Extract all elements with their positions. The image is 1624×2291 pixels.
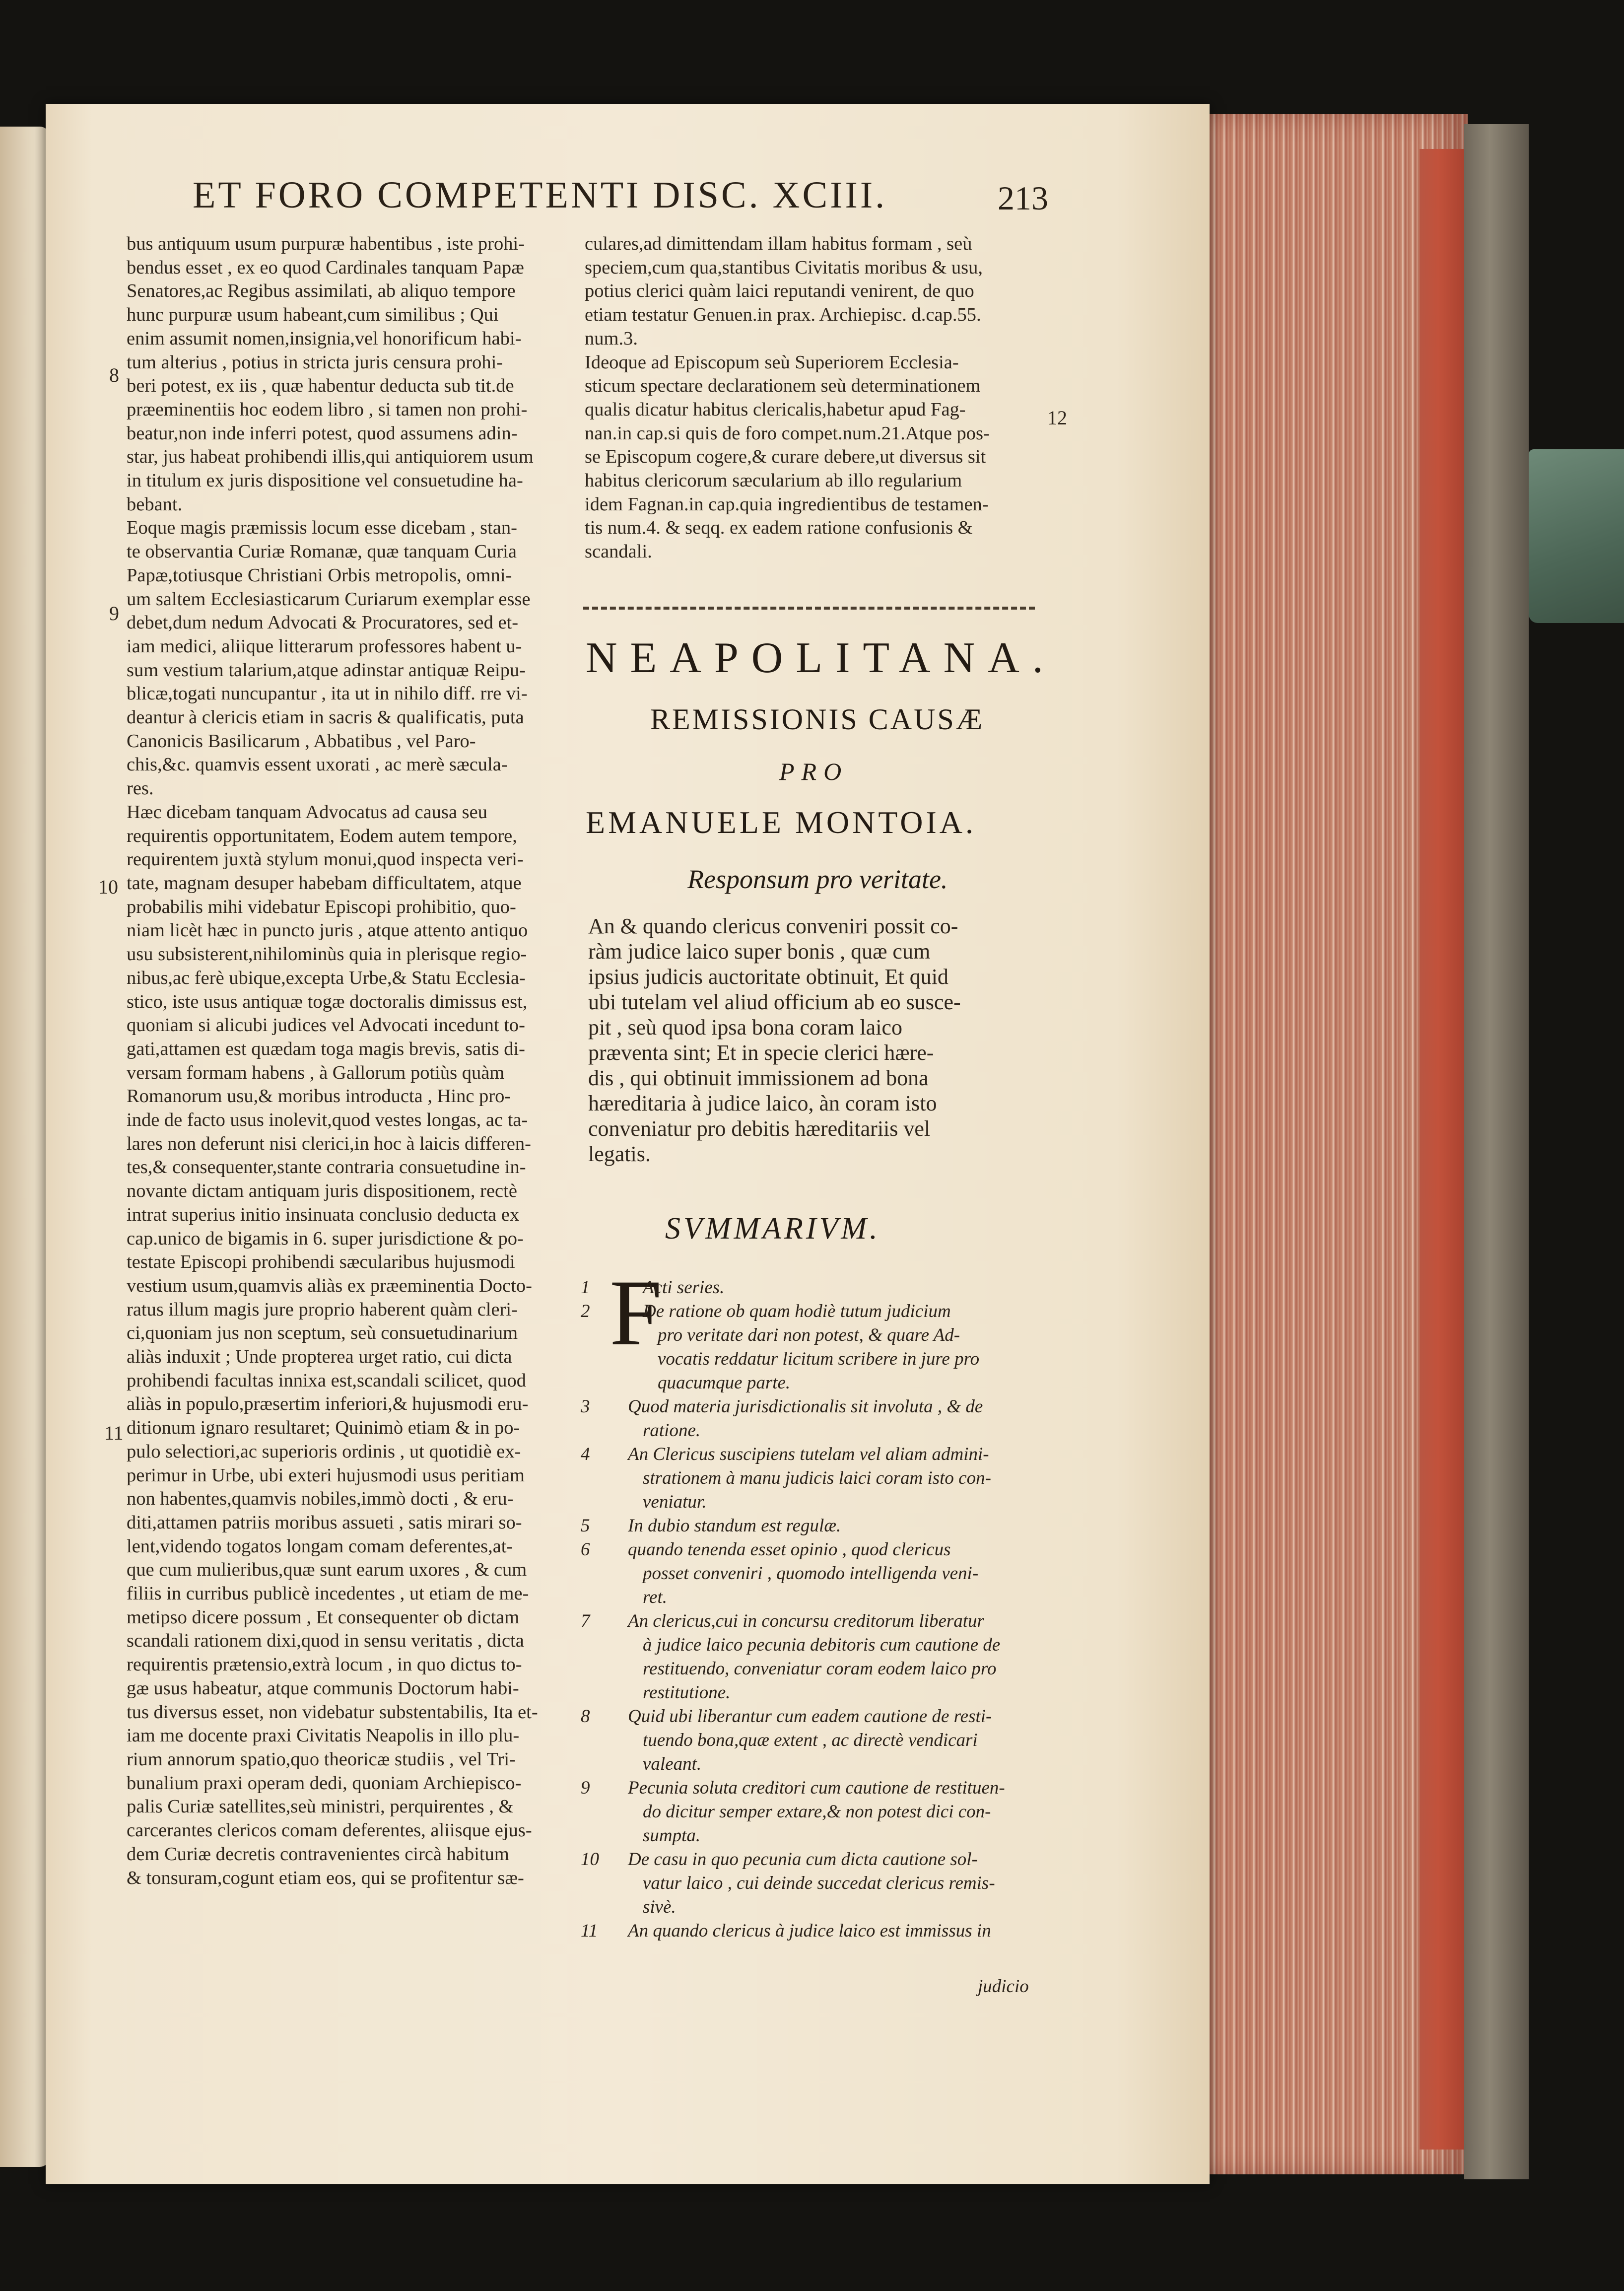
text-line: tate, magnam desuper habebam difficultatem, atque <box>127 872 522 894</box>
summarium-item-line: ratione. <box>643 1420 701 1441</box>
text-line: qualis dicatur habitus clericalis,habetur apud Fag- <box>585 399 966 420</box>
summarium-item <box>581 1395 1037 1443</box>
text-line: ratus illum magis jure proprio haberent quàm cleri- <box>127 1299 518 1320</box>
text-line: inde de facto usus inolevit,quod vestes longas, ac ta- <box>127 1110 528 1131</box>
text-line: non habentes,quamvis nobiles,immò docti , & eru- <box>127 1488 514 1510</box>
text-line: beatur,non inde inferri potest, quod assumens adin- <box>127 422 518 444</box>
summarium-item-number: 9 <box>581 1778 590 1798</box>
text-line: testate Episcopi prohibendi sæcularibus hujusmodi <box>127 1251 515 1273</box>
text-line: habitus clericorum sæcularium ab illo regularium <box>585 470 962 491</box>
text-line: culares,ad dimittendam illam habitus formam , seù <box>585 233 972 254</box>
question-line: hæreditaria à judice laico, àn coram isto <box>588 1091 937 1115</box>
summarium-item-line: Quod materia jurisdictionalis sit involuta , & de <box>628 1396 983 1417</box>
summarium-item-line: ret. <box>643 1587 667 1607</box>
text-line: Ideoque ad Episcopum seù Superiorem Ecclesia- <box>585 351 959 373</box>
text-line: cap.unico de bigamis in 6. super jurisdictione & po- <box>127 1228 524 1249</box>
margin-number-11: 11 <box>104 1422 124 1444</box>
running-title: ET FORO COMPETENTI DISC. XCIII. <box>193 174 887 216</box>
text-line: aliàs in populo,præsertim inferiori,& hujusmodi eru- <box>127 1393 529 1415</box>
summarium-list <box>581 1276 1037 1943</box>
book-cover-board <box>1464 124 1529 2179</box>
summarium-item-line: sumpta. <box>643 1825 701 1846</box>
text-line: debet,dum nedum Advocati & Procuratores, sed et- <box>127 612 519 633</box>
summarium-item <box>581 1514 1037 1538</box>
text-line: bunalium praxi operam dedi, quoniam Archiepisco- <box>127 1772 522 1794</box>
summarium-item-line: valeant. <box>643 1754 702 1774</box>
text-line: carcerantes clericos comam deferentes, aliisque ejus- <box>127 1820 532 1841</box>
case-party: EMANUELE MONTOIA. <box>586 805 976 840</box>
text-line: niam licèt hæc in puncto juris , atque attento antiquo <box>127 920 528 941</box>
summarium-item-line: quando tenenda esset opinio , quod clericus <box>628 1539 951 1560</box>
text-line: diti,attamen patriis moribus assueti , satis mirari so- <box>127 1512 522 1533</box>
text-line: beri potest, ex iis , quæ habentur deducta sub tit.de <box>127 375 514 397</box>
text-line: iam me docente praxi Civitatis Neapolis in illo plu- <box>127 1725 520 1746</box>
question-line: An & quando clericus conveniri possit co- <box>588 914 958 938</box>
text-line: se Episcopum cogere,& curare debere,ut diversus sit <box>585 446 986 468</box>
text-line: Romanorum usu,& moribus introducta , Hinc pro- <box>127 1086 511 1107</box>
text-line: deantur à clericis etiam in sacris & qualificatis, puta <box>127 707 524 728</box>
text-line: pulo selectiori,ac superioris ordinis , ut quotidiè ex- <box>127 1441 521 1462</box>
summarium-item-line: strationem à manu judicis laici coram isto con- <box>643 1468 991 1488</box>
text-line: prohibendi facultas innixa est,scandali scilicet, quod <box>127 1370 527 1391</box>
summarium-item <box>581 1609 1037 1705</box>
text-line: in titulum ex juris dispositione vel consuetudine ha- <box>127 470 523 491</box>
text-line: requirentis prætensio,extrà locum , in quo dictus to- <box>127 1654 522 1675</box>
text-line: & tonsuram,cogunt etiam eos, qui se profitentur sæ- <box>127 1867 524 1888</box>
text-line: um saltem Ecclesiasticarum Curiarum exemplar esse <box>127 588 531 610</box>
margin-number-8: 8 <box>109 364 119 386</box>
case-subject: REMISSIONIS CAUSÆ <box>650 703 985 736</box>
text-line: Senatores,ac Regibus assimilati, ab aliquo tempore <box>127 280 516 302</box>
summarium-item <box>581 1848 1037 1919</box>
summarium-item-line: An clericus,cui in concursu creditorum liberatur <box>628 1611 984 1631</box>
question-line: ubi tutelam vel aliud officium ab eo susce- <box>588 990 961 1014</box>
text-line: Eoque magis præmissis locum esse dicebam , stan- <box>127 517 517 539</box>
text-line: Canonicis Basilicarum , Abbatibus , vel Paro- <box>127 730 476 752</box>
summarium-item-line: In dubio standum est regulæ. <box>628 1516 841 1536</box>
summarium-item-number: 10 <box>581 1849 599 1870</box>
drop-cap-letter: F <box>609 1261 662 1365</box>
summarium-item <box>581 1276 1037 1300</box>
summarium-item-line: quacumque parte. <box>658 1373 791 1393</box>
text-line: que cum mulieribus,quæ sunt earum uxores , & cum <box>127 1559 527 1581</box>
catchword: judicio <box>978 1976 1029 1997</box>
text-line: intrat superius initio insinuata conclusio deducta ex <box>127 1204 520 1225</box>
text-line: vestium usum,quamvis aliàs ex præeminentia Docto- <box>127 1275 532 1296</box>
page-number: 213 <box>998 179 1048 217</box>
text-line: enim assumit nomen,insignia,vel honorificum habi- <box>127 328 522 349</box>
text-line: præeminentiis hoc eodem libro , si tamen non prohi- <box>127 399 528 420</box>
right-column-text <box>585 232 1036 564</box>
summarium-item-line: restitutione. <box>643 1682 731 1703</box>
text-line: chis,&c. quamvis essent uxorati , ac merè sæcula- <box>127 754 508 775</box>
summarium-item <box>581 1538 1037 1609</box>
summarium-item-line: An quando clericus à judice laico est immissus in <box>628 1921 991 1941</box>
text-line: palis Curiæ satellites,seù ministri, perquirentes , & <box>127 1796 514 1817</box>
text-line: Hæc dicebam tanquam Advocatus ad causa seu <box>127 801 487 823</box>
summarium-item-line: pro veritate dari non potest, & quare Ad- <box>658 1325 960 1345</box>
question-text <box>588 913 1037 1167</box>
case-place-title: NEAPOLITANA. <box>586 634 1056 682</box>
text-line: filiis in curribus publicè incedentes , ut etiam de me- <box>127 1583 529 1604</box>
question-line: ipsius judicis auctoritate obtinuit, Et quid <box>588 965 948 989</box>
responsum-heading: Responsum pro veritate. <box>687 864 948 894</box>
summarium-item-number: 1 <box>581 1277 590 1298</box>
text-line: etiam testatur Genuen.in prax. Archiepisc. d.cap.55. <box>585 304 981 326</box>
summarium-item-line: vocatis reddatur licitum scribere in jure pro <box>658 1349 980 1369</box>
text-line: bebant. <box>127 493 183 515</box>
summarium-item-line: De ratione ob quam hodiè tutum judicium <box>643 1301 951 1321</box>
question-line: dis , qui obtinuit immissionem ad bona <box>588 1066 929 1090</box>
question-line: pit , seù quod ipsa bona coram laico <box>588 1015 902 1040</box>
text-line: sum vestium talarium,atque adinstar antiquæ Reipu- <box>127 659 526 681</box>
text-line: dem Curiæ decretis contravenientes circà habitum <box>127 1843 509 1865</box>
text-line: versam formam habens , à Gallorum potiùs quàm <box>127 1062 505 1083</box>
summarium-item-number: 2 <box>581 1301 590 1321</box>
text-line: perimur in Urbe, ubi exteri hujusmodi usus peritiam <box>127 1464 525 1486</box>
summarium-item-number: 4 <box>581 1444 590 1464</box>
text-line: ditionum ignaro resultaret; Quinimò etiam & in po- <box>127 1417 520 1439</box>
summarium-item-line: veniatur. <box>643 1492 707 1512</box>
text-line: tes,& consequenter,stante contraria consuetudine in- <box>127 1157 526 1178</box>
text-line: gæ usus habeatur, atque communis Doctorum habi- <box>127 1677 519 1699</box>
text-line: nibus,ac ferè ubique,excepta Urbe,& Statu Ecclesia- <box>127 967 526 988</box>
text-line: requirentem juxtà stylum monui,quod inspecta veri- <box>127 849 524 870</box>
text-line: requirentis opportunitatem, Eodem autem tempore, <box>127 825 517 846</box>
text-line: rium annorum spatio,quo theoricæ studiis , vel Tri- <box>127 1749 516 1770</box>
question-line: præventa sint; Et in specie clerici hære- <box>588 1041 934 1065</box>
text-line: nan.in cap.si quis de foro compet.num.21.Atque pos- <box>585 422 990 444</box>
text-line: stico, iste usus antiquæ togæ doctoralis dimissus est, <box>127 991 528 1012</box>
summarium-item-line: An Clericus suscipiens tutelam vel aliam admini- <box>628 1444 989 1464</box>
summarium-item <box>581 1443 1037 1514</box>
text-line: aliàs induxit ; Unde propterea urget ratio, cui dicta <box>127 1346 512 1368</box>
text-line: num.3. <box>585 328 638 349</box>
summarium-item-number: 5 <box>581 1516 590 1536</box>
text-line: idem Fagnan.in cap.quia ingredientibus de testamen- <box>585 493 989 515</box>
left-column-text <box>127 232 563 1890</box>
summarium-item-number: 6 <box>581 1539 590 1560</box>
text-line: tis num.4. & seqq. ex eadem ratione confusionis & <box>585 517 973 539</box>
text-line: lent,videndo togatos longam comam deferentes,at- <box>127 1535 513 1557</box>
text-line: iam medici, aliique litterarum professores habent u- <box>127 635 522 657</box>
text-line: lares non deferunt nisi clerici,in hoc à laicis differen- <box>127 1133 531 1154</box>
text-line: metipso dicere possum , Et consequenter ob dictam <box>127 1606 520 1628</box>
text-line: potius clerici quàm laici reputandi venirent, de quo <box>585 280 974 302</box>
margin-number-10: 10 <box>98 876 118 898</box>
summarium-item-line: Acti series. <box>643 1277 725 1298</box>
summarium-item-line: posset conveniri , quomodo intelligenda veni- <box>643 1563 979 1584</box>
summarium-item <box>581 1776 1037 1848</box>
text-line: tus diversus esset, non videbatur substentabilis, Ita et- <box>127 1701 538 1723</box>
summarium-item-line: De casu in quo pecunia cum dicta cautione sol- <box>628 1849 978 1870</box>
text-line: speciem,cum qua,stantibus Civitatis moribus & usu, <box>585 257 983 278</box>
text-line: bendus esset , ex eo quod Cardinales tanquam Papæ <box>127 257 524 278</box>
summarium-item-line: sivè. <box>643 1897 676 1917</box>
text-line: ci,quoniam jus non sceptum, seù consuetudinarium <box>127 1322 518 1344</box>
summarium-item-number: 11 <box>581 1921 598 1941</box>
question-line: conveniatur pro debitis hæreditariis vel <box>588 1116 931 1141</box>
summarium-item <box>581 1919 1037 1943</box>
text-line: quoniam si alicubi judices vel Advocati incedunt to- <box>127 1015 525 1036</box>
text-line: sticum spectare declarationem seù determinationem <box>585 375 981 397</box>
text-line: res. <box>127 778 154 799</box>
summarium-item <box>581 1705 1037 1776</box>
text-line: scandali rationem dixi,quod in sensu veritatis , dicta <box>127 1630 524 1652</box>
text-line: tum alterius , potius in stricta juris censura prohi- <box>127 351 503 373</box>
summarium-item-line: restituendo, conveniatur coram eodem laico pro <box>643 1659 997 1679</box>
left-page-edge <box>0 127 50 2167</box>
summarium-title: SVMMARIVM. <box>665 1212 880 1246</box>
summarium-item-line: à judice laico pecunia debitoris cum cautione de <box>643 1635 1001 1655</box>
summarium-item-line: tuendo bona,quæ extent , ac directè vendicari <box>643 1730 978 1750</box>
text-line: hunc purpuræ usum habeant,cum similibus ; Qui <box>127 304 499 326</box>
text-line: te observantia Curiæ Romanæ, quæ tanquam Curia <box>127 541 517 562</box>
summarium-item-number: 7 <box>581 1611 590 1631</box>
section-divider <box>583 607 1035 610</box>
margin-number-12: 12 <box>1047 407 1067 429</box>
summarium-item-line: vatur laico , cui deinde succedat clericus remis- <box>643 1873 995 1893</box>
red-edge-stain <box>1420 149 1467 2150</box>
text-line: probabilis mihi videbatur Episcopi prohibitio, quo- <box>127 896 516 917</box>
question-line: ràm judice laico super bonis , quæ cum <box>588 939 931 964</box>
text-line: Papæ,totiusque Christiani Orbis metropolis, omni- <box>127 564 512 586</box>
text-line: novante dictam antiquam juris dispositionem, rectè <box>127 1180 517 1202</box>
metal-clasp <box>1529 449 1624 623</box>
question-line: legatis. <box>588 1142 651 1166</box>
summarium-item-line: Quid ubi liberantur cum eadem cautione de resti- <box>628 1706 992 1727</box>
summarium-item-number: 8 <box>581 1706 590 1727</box>
text-line: scandali. <box>585 541 652 562</box>
text-line: bus antiquum usum purpuræ habentibus , iste prohi- <box>127 233 525 254</box>
summarium-item-line: do dicitur semper extare,& non potest dici con- <box>643 1802 991 1822</box>
text-line: blicæ,togati nuncupantur , ita ut in nihilo diff. rre vi- <box>127 683 528 704</box>
text-line: star, jus habeat prohibendi illis,qui antiquiorem usum <box>127 446 534 468</box>
text-line: gati,attamen est quædam toga magis brevis, satis di- <box>127 1038 525 1059</box>
case-pro: PRO <box>779 758 849 785</box>
text-line: usu subsisterent,nihilominùs quia in plerisque regio- <box>127 944 527 965</box>
summarium-item-line: Pecunia soluta creditori cum cautione de restituen- <box>628 1778 1005 1798</box>
summarium-item <box>581 1300 1037 1395</box>
margin-number-9: 9 <box>109 602 119 625</box>
summarium-item-number: 3 <box>581 1396 590 1417</box>
